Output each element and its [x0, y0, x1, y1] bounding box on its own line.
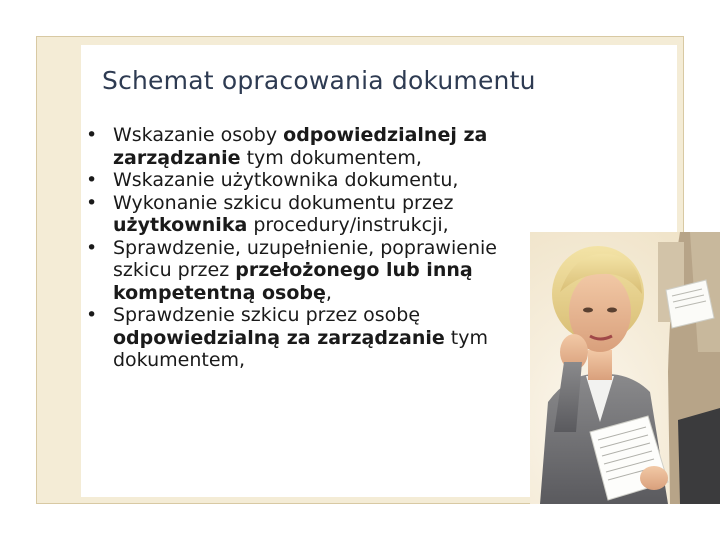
bullet-item: • Wskazanie użytkownika dokumentu,	[86, 169, 546, 192]
business-woman-photo	[530, 232, 720, 504]
bullet-item: • Sprawdzenie szkicu przez osobę odpowiedzialną za zarządzanie tym dokumentem,	[86, 304, 546, 372]
slide-title: Schemat opracowania dokumentu	[102, 66, 536, 95]
bullet-item: • Wskazanie osoby odpowiedzialnej za zarządzanie tym dokumentem,	[86, 124, 546, 169]
bullet-item: • Sprawdzenie, uzupełnienie, poprawienie szkicu przez przełożonego lub inną kompetentną osobę,	[86, 237, 546, 305]
bullet-list	[86, 124, 546, 372]
bullet-item: • Wykonanie szkicu dokumentu przez użytkownika procedury/instrukcji,	[86, 192, 546, 237]
